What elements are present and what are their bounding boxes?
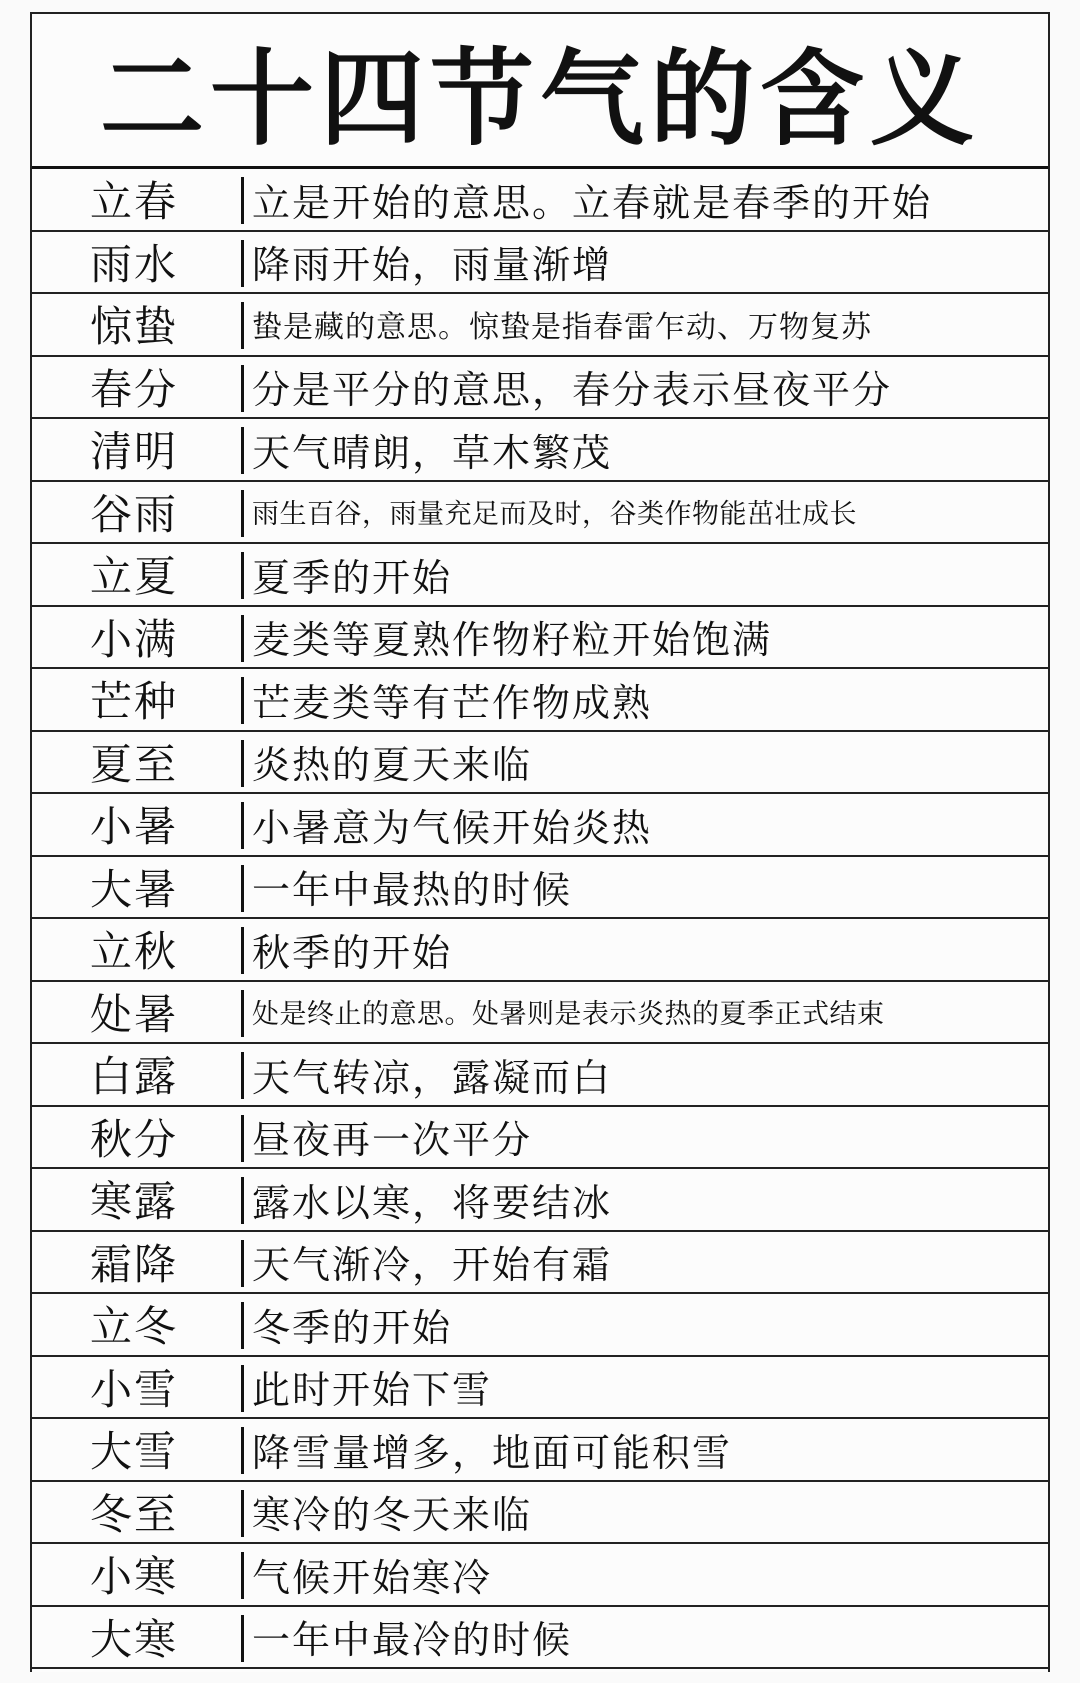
term-name: 春分 xyxy=(90,364,179,414)
table-row xyxy=(32,169,1048,232)
column-divider xyxy=(241,1302,244,1349)
term-meaning: 芒麦类等有芒作物成熟 xyxy=(252,680,653,725)
column-divider xyxy=(241,802,244,849)
table-row xyxy=(32,1419,1048,1482)
table-row xyxy=(32,232,1048,295)
term-meaning: 雨生百谷，雨量充足而及时，谷类作物能茁壮成长 xyxy=(252,499,857,531)
column-divider xyxy=(241,1177,244,1224)
term-name: 小寒 xyxy=(90,1552,179,1602)
term-meaning: 寒冷的冬天来临 xyxy=(252,1493,533,1538)
table-row xyxy=(32,607,1048,670)
term-name: 立春 xyxy=(90,177,179,227)
table-row xyxy=(32,482,1048,545)
column-divider xyxy=(241,490,244,537)
table-row xyxy=(32,1107,1048,1170)
term-meaning: 气候开始寒冷 xyxy=(252,1555,493,1600)
term-name: 雨水 xyxy=(90,239,179,289)
term-name: 霜降 xyxy=(90,1239,179,1289)
term-name: 寒露 xyxy=(90,1177,179,1227)
term-name: 谷雨 xyxy=(90,489,179,539)
column-divider xyxy=(241,1427,244,1474)
column-divider xyxy=(241,1115,244,1162)
table-row xyxy=(32,857,1048,920)
column-divider xyxy=(241,927,244,974)
table-row xyxy=(32,1232,1048,1295)
term-name: 芒种 xyxy=(90,677,179,727)
table-row xyxy=(32,1294,1048,1357)
table-row xyxy=(32,419,1048,482)
column-divider xyxy=(241,177,244,224)
term-meaning: 夏季的开始 xyxy=(252,555,453,600)
column-divider xyxy=(241,365,244,412)
column-divider xyxy=(241,677,244,724)
page-title: 二十四节气的含义 xyxy=(32,14,1048,169)
term-name: 立秋 xyxy=(90,927,179,977)
term-name: 冬至 xyxy=(90,1489,179,1539)
table-row xyxy=(32,294,1048,357)
term-meaning: 昼夜再一次平分 xyxy=(252,1118,533,1163)
column-divider xyxy=(241,990,244,1037)
column-divider xyxy=(241,1552,244,1599)
column-divider xyxy=(241,1240,244,1287)
table-row xyxy=(32,919,1048,982)
term-meaning: 立是开始的意思。立春就是春季的开始 xyxy=(252,180,933,225)
table-row xyxy=(32,1357,1048,1420)
term-name: 立夏 xyxy=(90,552,179,602)
table-row xyxy=(32,1607,1048,1670)
table-row xyxy=(32,794,1048,857)
term-meaning: 分是平分的意思，春分表示昼夜平分 xyxy=(252,368,893,413)
table-row xyxy=(32,1044,1048,1107)
term-name: 清明 xyxy=(90,427,179,477)
column-divider xyxy=(241,615,244,662)
column-divider xyxy=(241,552,244,599)
term-meaning: 此时开始下雪 xyxy=(252,1368,493,1413)
term-name: 立冬 xyxy=(90,1302,179,1352)
term-meaning: 降雪量增多，地面可能积雪 xyxy=(252,1430,733,1475)
term-meaning: 冬季的开始 xyxy=(252,1305,453,1350)
term-meaning: 一年中最冷的时候 xyxy=(252,1618,573,1663)
term-name: 惊蛰 xyxy=(90,302,179,352)
column-divider xyxy=(241,427,244,474)
term-meaning: 处是终止的意思。处暑则是表示炎热的夏季正式结束 xyxy=(252,999,885,1031)
term-name: 大暑 xyxy=(90,864,179,914)
term-meaning: 一年中最热的时候 xyxy=(252,868,573,913)
term-meaning: 降雨开始，雨量渐增 xyxy=(252,243,613,288)
table-row xyxy=(32,1544,1048,1607)
table-row xyxy=(32,1482,1048,1545)
column-divider xyxy=(241,1365,244,1412)
column-divider xyxy=(241,240,244,287)
term-meaning: 蛰是藏的意思。惊蛰是指春雷乍动、万物复苏 xyxy=(252,310,872,346)
term-meaning: 天气渐冷，开始有霜 xyxy=(252,1243,613,1288)
term-meaning: 天气转凉，露凝而白 xyxy=(252,1055,613,1100)
term-meaning: 麦类等夏熟作物籽粒开始饱满 xyxy=(252,618,773,663)
table-row xyxy=(32,357,1048,420)
term-name: 小暑 xyxy=(90,802,179,852)
table-row xyxy=(32,732,1048,795)
table-row xyxy=(32,1169,1048,1232)
term-meaning: 小暑意为气候开始炎热 xyxy=(252,805,653,850)
column-divider xyxy=(241,740,244,787)
term-name: 秋分 xyxy=(90,1114,179,1164)
solar-terms-sheet xyxy=(30,12,1050,1672)
term-meaning: 露水以寒，将要结冰 xyxy=(252,1180,613,1225)
solar-terms-table xyxy=(32,169,1048,1669)
table-row xyxy=(32,544,1048,607)
term-meaning: 秋季的开始 xyxy=(252,930,453,975)
term-name: 白露 xyxy=(90,1052,179,1102)
term-name: 小满 xyxy=(90,614,179,664)
column-divider xyxy=(241,302,244,349)
column-divider xyxy=(241,1490,244,1537)
column-divider xyxy=(241,865,244,912)
term-name: 大寒 xyxy=(90,1614,179,1664)
term-name: 夏至 xyxy=(90,739,179,789)
term-meaning: 炎热的夏天来临 xyxy=(252,743,533,788)
table-row xyxy=(32,669,1048,732)
term-name: 大雪 xyxy=(90,1427,179,1477)
term-meaning: 天气晴朗，草木繁茂 xyxy=(252,430,613,475)
term-name: 处暑 xyxy=(90,989,179,1039)
column-divider xyxy=(241,1052,244,1099)
term-name: 小雪 xyxy=(90,1364,179,1414)
table-row xyxy=(32,982,1048,1045)
column-divider xyxy=(241,1615,244,1662)
